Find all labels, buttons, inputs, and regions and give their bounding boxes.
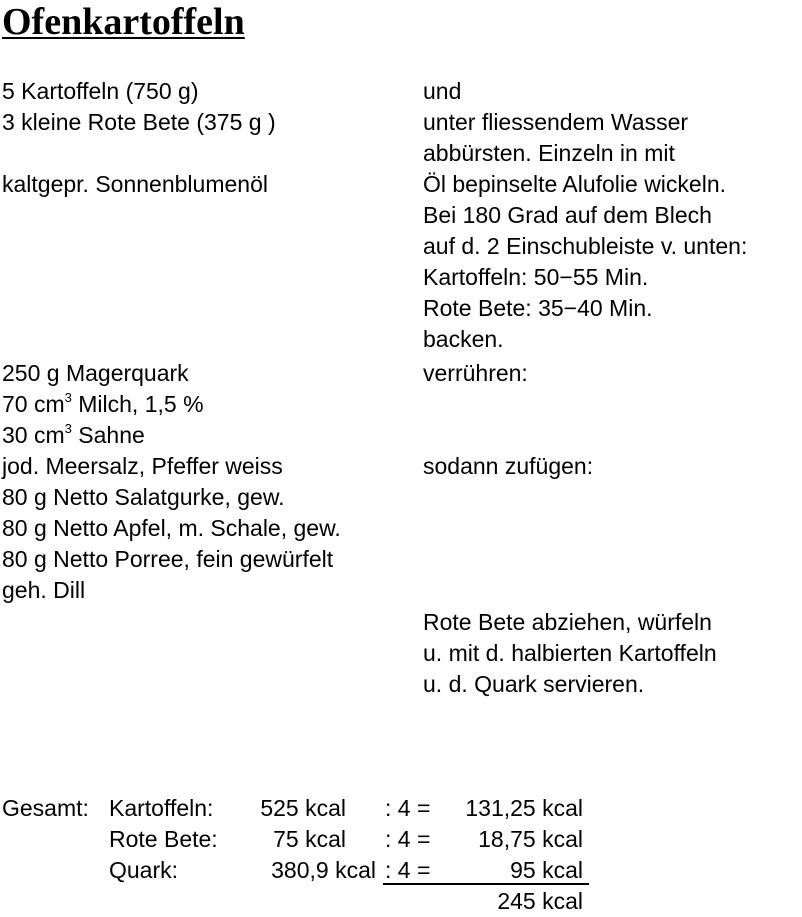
instruction-line: Rote Bete abziehen, würfeln xyxy=(423,609,712,635)
summary-item-name: Kartoffeln: xyxy=(109,795,214,821)
instruction-line: u. d. Quark servieren. xyxy=(423,671,645,697)
summary-item-divisor: : 4 = xyxy=(385,826,431,852)
summary-item-result: 95 kcal xyxy=(510,857,583,883)
ingredient-cucumber: 80 g Netto Salatgurke, gew. xyxy=(2,484,285,510)
ingredient-potatoes: 5 Kartoffeln (750 g) xyxy=(2,78,199,104)
instruction-line: unter fliessendem Wasser xyxy=(423,109,689,135)
ingredient-beetroot: 3 kleine Rote Bete (375 g ) xyxy=(2,109,276,135)
instruction-line: Öl bepinselte Alufolie wickeln. xyxy=(423,171,726,197)
summary-item-result: 131,25 kcal xyxy=(465,795,583,821)
recipe-title: Ofenkartoffeln xyxy=(2,1,245,43)
instruction-line: verrühren: xyxy=(423,360,528,386)
sum-underline xyxy=(383,883,589,885)
instruction-line: Kartoffeln: 50−55 Min. xyxy=(423,264,649,290)
ingredient-oil: kaltgepr. Sonnenblumenöl xyxy=(2,171,268,197)
ingredient-apple: 80 g Netto Apfel, m. Schale, gew. xyxy=(2,515,341,541)
instruction-line: backen. xyxy=(423,326,504,352)
cream-text-rest: Sahne xyxy=(71,422,145,448)
summary-item-name: Rote Bete: xyxy=(109,826,218,852)
instruction-line: auf d. 2 Einschubleiste v. unten: xyxy=(423,233,748,259)
instruction-line: Rote Bete: 35−40 Min. xyxy=(423,295,653,321)
cream-unit-sup: 3 xyxy=(64,421,72,437)
instruction-line: abbürsten. Einzeln in mit xyxy=(423,140,675,166)
instruction-line: u. mit d. halbierten Kartoffeln xyxy=(423,640,717,666)
ingredient-milk xyxy=(2,389,204,420)
instruction-line: Bei 180 Grad auf dem Blech xyxy=(423,202,712,228)
ingredient-seasoning: jod. Meersalz, Pfeffer weiss xyxy=(2,453,283,479)
summary-item-kcal: 380,9 kcal xyxy=(271,857,376,883)
instruction-line: und xyxy=(423,78,462,104)
milk-text: 70 cm xyxy=(2,391,65,417)
summary-item-name: Quark: xyxy=(109,857,179,883)
summary-item-kcal: 75 kcal xyxy=(273,826,346,852)
ingredient-dill: geh. Dill xyxy=(2,577,86,603)
summary-label: Gesamt: xyxy=(2,795,89,821)
summary-total: 245 kcal xyxy=(497,888,583,914)
summary-item-divisor: : 4 = xyxy=(385,857,431,883)
summary-item-divisor: : 4 = xyxy=(385,795,431,821)
milk-unit-sup: 3 xyxy=(64,390,72,406)
milk-text-rest: Milch, 1,5 % xyxy=(71,391,204,417)
summary-item-result: 18,75 kcal xyxy=(478,826,583,852)
ingredient-quark: 250 g Magerquark xyxy=(2,360,189,386)
instruction-line: sodann zufügen: xyxy=(423,453,594,479)
summary-item-kcal: 525 kcal xyxy=(260,795,346,821)
ingredient-leek: 80 g Netto Porree, fein gewürfelt xyxy=(2,546,334,572)
cream-text: 30 cm xyxy=(2,422,65,448)
ingredient-cream xyxy=(2,420,145,451)
